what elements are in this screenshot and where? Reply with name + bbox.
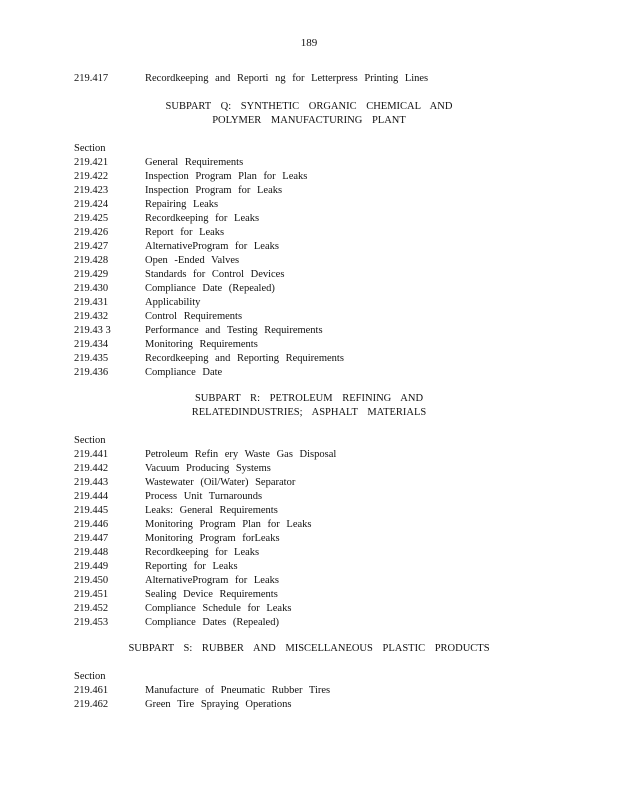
section-title: Compliance Schedule for Leaks <box>145 603 292 614</box>
section-entry <box>74 532 280 546</box>
section-title: Recordkeeping for Leaks <box>145 547 260 558</box>
section-entry <box>74 504 278 518</box>
section-title: Wastewater (Oil/Water) Separator <box>145 477 296 488</box>
section-entry <box>74 324 323 338</box>
section-label: Section <box>74 143 106 154</box>
subpart-heading: SUBPART S: RUBBER AND MISCELLANEOUS PLASTIC PRODUCTS <box>128 643 490 654</box>
section-title: Recordkeeping and Reporti ng for Letterpress Printing Lines <box>145 73 429 84</box>
section-number: 219.434 <box>74 339 109 350</box>
section-number: 219.432 <box>74 311 109 322</box>
section-title: Standards for Control Devices <box>145 269 285 280</box>
section-title: Report for Leaks <box>145 227 225 238</box>
section-entry <box>74 602 291 616</box>
section-title: Monitoring Program Plan for Leaks <box>145 519 312 530</box>
section-title: Compliance Date (Repealed) <box>145 283 275 294</box>
section-entry <box>74 254 239 268</box>
section-entry <box>74 518 311 532</box>
section-number: 219.435 <box>74 353 109 364</box>
section-title: Leaks: General Requirements <box>145 505 278 516</box>
section-label: Section <box>74 671 106 682</box>
section-title: Monitoring Program forLeaks <box>145 533 280 544</box>
section-title: Petroleum Refin ery Waste Gas Disposal <box>145 449 337 460</box>
section-title: AlternativeProgram for Leaks <box>145 241 279 252</box>
section-title: Recordkeeping for Leaks <box>145 213 260 224</box>
section-number: 219.452 <box>74 603 109 614</box>
section-number: 219.446 <box>74 519 109 530</box>
section-title: Compliance Date <box>145 367 223 378</box>
section-number: 219.431 <box>74 297 109 308</box>
section-number: 219.448 <box>74 547 109 558</box>
section-number: 219.444 <box>74 491 109 502</box>
section-number: 219.430 <box>74 283 109 294</box>
section-entry <box>74 352 344 366</box>
section-title: Inspection Program for Leaks <box>145 185 283 196</box>
subpart-heading: SUBPART R: PETROLEUM REFINING AND <box>194 393 424 404</box>
section-title: Green Tire Spraying Operations <box>145 699 292 710</box>
section-title: Recordkeeping and Reporting Requirements <box>145 353 344 364</box>
section-title: Repairing Leaks <box>145 199 219 210</box>
section-entry <box>74 282 275 296</box>
section-title: Compliance Dates (Repealed) <box>145 617 279 628</box>
section-entry <box>74 588 278 602</box>
section-entry <box>74 366 222 380</box>
section-number: 219.445 <box>74 505 109 516</box>
section-title: Performance and Testing Requirements <box>145 325 323 336</box>
section-number: 219.447 <box>74 533 109 544</box>
section-number: 219.449 <box>74 561 109 572</box>
section-number: 219.43 3 <box>74 325 111 336</box>
section-title: Applicability <box>145 297 201 308</box>
subpart-heading: SUBPART Q: SYNTHETIC ORGANIC CHEMICAL AND <box>165 101 453 112</box>
section-entry <box>74 240 279 254</box>
page-number: 189 <box>300 37 318 49</box>
section-title: Process Unit Turnarounds <box>145 491 263 502</box>
section-entry <box>74 170 307 184</box>
section-entry <box>74 490 262 504</box>
section-entry <box>74 184 282 198</box>
section-entry <box>74 296 200 310</box>
section-entry <box>74 684 330 698</box>
section-entry <box>74 698 291 712</box>
section-number: 219.462 <box>74 699 109 710</box>
section-number: 219.451 <box>74 589 109 600</box>
section-number: 219.426 <box>74 227 109 238</box>
section-title: Vacuum Producing Systems <box>145 463 271 474</box>
section-number: 219.422 <box>74 171 109 182</box>
section-number: 219.428 <box>74 255 109 266</box>
section-entry <box>74 560 238 574</box>
section-title: AlternativeProgram for Leaks <box>145 575 279 586</box>
section-entry <box>74 448 336 462</box>
section-title: Inspection Program Plan for Leaks <box>145 171 308 182</box>
section-entry <box>74 198 218 212</box>
section-number: 219.442 <box>74 463 109 474</box>
section-title: Control Requirements <box>145 311 243 322</box>
section-title: Open -Ended Valves <box>145 255 240 266</box>
section-entry <box>74 268 284 282</box>
section-entry <box>74 72 428 86</box>
section-entry <box>74 226 224 240</box>
subpart-heading: POLYMER MANUFACTURING PLANT <box>212 115 406 126</box>
section-entry <box>74 574 279 588</box>
section-title: Sealing Device Requirements <box>145 589 278 600</box>
section-number: 219.450 <box>74 575 109 586</box>
section-number: 219.461 <box>74 685 109 696</box>
section-title: Monitoring Requirements <box>145 339 258 350</box>
section-entry <box>74 310 242 324</box>
section-number: 219.453 <box>74 617 109 628</box>
section-number: 219.436 <box>74 367 109 378</box>
section-number: 219.429 <box>74 269 109 280</box>
section-number: 219.423 <box>74 185 109 196</box>
section-number: 219.443 <box>74 477 109 488</box>
section-entry <box>74 462 271 476</box>
subpart-heading: RELATEDINDUSTRIES; ASPHALT MATERIALS <box>191 407 427 418</box>
section-label: Section <box>74 435 106 446</box>
section-entry <box>74 616 279 630</box>
section-title: Manufacture of Pneumatic Rubber Tires <box>145 685 331 696</box>
section-number: 219.421 <box>74 157 109 168</box>
section-title: General Requirements <box>145 157 244 168</box>
section-entry <box>74 156 243 170</box>
section-entry <box>74 212 259 226</box>
section-number: 219.424 <box>74 199 109 210</box>
section-entry <box>74 338 258 352</box>
section-number: 219.427 <box>74 241 109 252</box>
section-entry <box>74 546 259 560</box>
section-title: Reporting for Leaks <box>145 561 238 572</box>
section-number: 219.417 <box>74 73 109 84</box>
section-number: 219.425 <box>74 213 109 224</box>
section-number: 219.441 <box>74 449 109 460</box>
section-entry <box>74 476 295 490</box>
